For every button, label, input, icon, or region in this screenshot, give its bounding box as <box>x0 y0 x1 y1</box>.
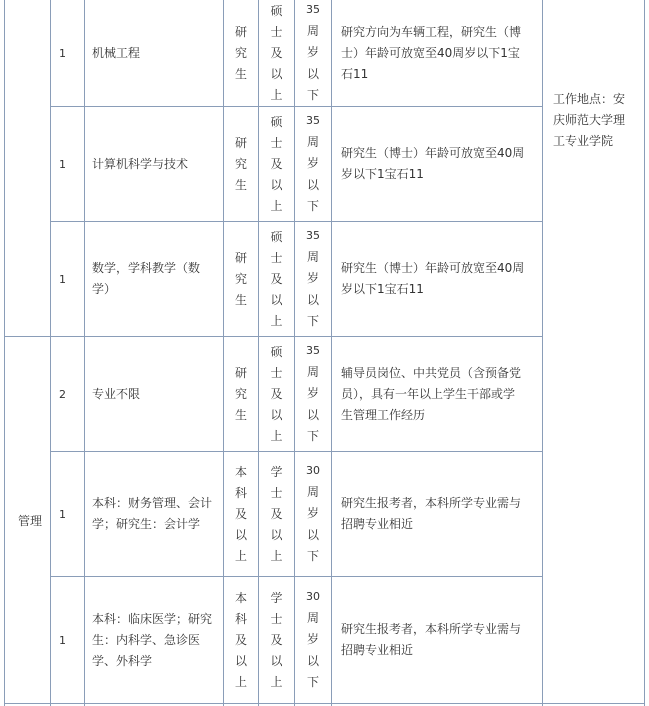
major-cell <box>85 577 223 703</box>
note-value: 研究生报考者，本科所学专业需与招聘专业相近 <box>341 496 522 531</box>
major-value: 数学，学科教学（数学） <box>92 261 201 296</box>
age-number: 30 <box>306 464 320 478</box>
age-number: 35 <box>306 3 320 17</box>
degree-cell <box>259 107 294 221</box>
education-value: 研究生 <box>234 250 247 307</box>
count-value: 1 <box>59 157 66 171</box>
age-cell <box>295 222 331 336</box>
count-cell <box>51 337 84 451</box>
count-value: 1 <box>59 46 66 60</box>
age-text: 周岁以下 <box>306 484 319 564</box>
major-cell <box>85 337 223 451</box>
major-value: 本科：临床医学；研究生：内科学、急诊医学、外科学 <box>92 611 213 668</box>
age-number: 30 <box>306 590 320 604</box>
education-value: 研究生 <box>234 24 247 81</box>
education-value: 本科及以上 <box>234 464 247 563</box>
education-value: 本科及以上 <box>234 590 247 689</box>
age-number: 35 <box>306 229 320 243</box>
category-label: 管理 <box>18 513 43 528</box>
note-value: 研究生（博士）年龄可放宽至40周岁以下1宝石11 <box>341 261 525 296</box>
major-value: 机械工程 <box>92 45 141 60</box>
degree-value: 硕士及以上 <box>270 114 283 213</box>
note-cell <box>332 577 542 703</box>
note-value: 研究生（博士）年龄可放宽至40周岁以下1宝石11 <box>341 146 525 181</box>
age-text: 周岁以下 <box>306 249 319 329</box>
education-cell <box>224 0 258 106</box>
degree-value: 硕士及以上 <box>270 229 283 328</box>
degree-value: 硕士及以上 <box>270 3 283 102</box>
education-cell <box>224 222 258 336</box>
note-cell <box>332 222 542 336</box>
age-cell <box>295 577 331 703</box>
age-cell <box>295 337 331 451</box>
education-cell <box>224 107 258 221</box>
major-cell <box>85 107 223 221</box>
category-cell <box>5 337 50 703</box>
count-cell <box>51 577 84 703</box>
education-value: 研究生 <box>234 365 247 422</box>
degree-cell <box>259 0 294 106</box>
major-value: 本科：财务管理、会计学；研究生：会计学 <box>92 496 213 531</box>
major-value: 计算机科学与技术 <box>92 156 189 171</box>
major-cell <box>85 0 223 106</box>
major-value: 专业不限 <box>92 386 141 401</box>
note-cell <box>332 0 542 106</box>
degree-value: 学士及以上 <box>270 464 283 563</box>
age-number: 35 <box>306 344 320 358</box>
note-value: 研究生报考者，本科所学专业需与招聘专业相近 <box>341 622 522 657</box>
grid-line <box>4 703 645 704</box>
count-value: 1 <box>59 633 66 647</box>
count-cell <box>51 452 84 576</box>
grid-line <box>644 0 645 706</box>
major-cell <box>85 452 223 576</box>
degree-cell <box>259 337 294 451</box>
location-label: 工作地点：安庆师范大学理工专业学院 <box>553 91 626 148</box>
age-text: 周岁以下 <box>306 610 319 690</box>
major-cell <box>85 222 223 336</box>
note-cell <box>332 452 542 576</box>
education-cell <box>224 577 258 703</box>
note-cell <box>332 337 542 451</box>
degree-value: 硕士及以上 <box>270 344 283 443</box>
age-cell <box>295 0 331 106</box>
education-value: 研究生 <box>234 135 247 192</box>
age-cell <box>295 107 331 221</box>
degree-cell <box>259 452 294 576</box>
note-value: 辅导员岗位、中共党员（含预备党员），具有一年以上学生干部或学生管理工作经历 <box>341 365 522 422</box>
degree-cell <box>259 577 294 703</box>
count-value: 1 <box>59 272 66 286</box>
count-cell <box>51 0 84 106</box>
degree-value: 学士及以上 <box>270 590 283 689</box>
count-cell <box>51 222 84 336</box>
age-cell <box>295 452 331 576</box>
age-text: 周岁以下 <box>306 23 319 103</box>
count-cell <box>51 107 84 221</box>
note-value: 研究方向为车辆工程，研究生（博士）年龄可放宽至40周岁以下1宝石11 <box>341 24 522 81</box>
age-text: 周岁以下 <box>306 364 319 444</box>
degree-cell <box>259 222 294 336</box>
count-value: 1 <box>59 507 66 521</box>
education-cell <box>224 452 258 576</box>
education-cell <box>224 337 258 451</box>
age-text: 周岁以下 <box>306 134 319 214</box>
age-number: 35 <box>306 114 320 128</box>
location-cell <box>543 0 644 240</box>
count-value: 2 <box>59 387 66 401</box>
note-cell <box>332 107 542 221</box>
